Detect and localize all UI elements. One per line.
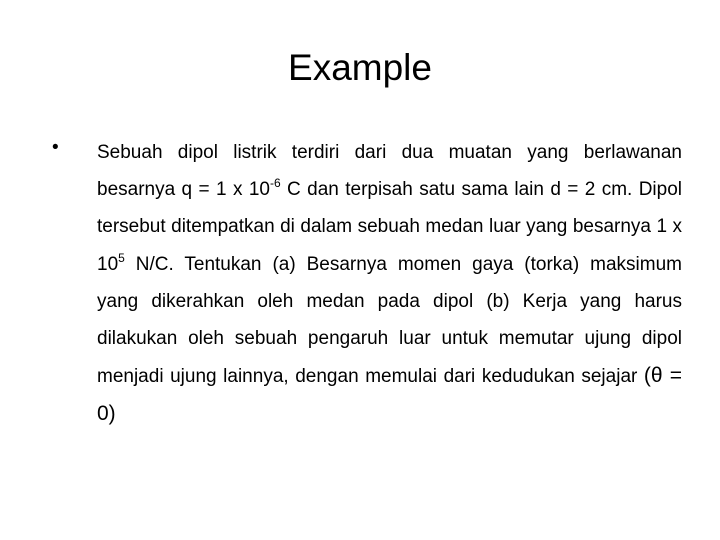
problem-text-part-3: N/C. Tentukan (a) Besarnya momen gaya (torka) maksimum yang dikerahkan oleh medan pada dipol (b) Kerja yang harus dilakukan oleh sebuah pengaruh luar untuk memutar ujung dipol menjadi ujung lainnya, dengan memulai dari kedudukan sejajar (97, 253, 682, 388)
problem-text-part-2: C dan terpisah satu sama lain d = 2 cm. Dipol tersebut ditempatkan di dalam sebuah medan luar yang besarnya 1 x 10 (97, 179, 682, 275)
exponent-charge: -6 (269, 176, 281, 191)
slide-title: Example (288, 47, 432, 88)
problem-text-part-1: Sebuah dipol listrik terdiri dari dua muatan yang berlawanan besarnya q = 1 x 10 (97, 142, 682, 201)
bullet-icon: • (52, 137, 59, 158)
theta-condition: (θ = 0) (97, 364, 682, 426)
exponent-field: 5 (118, 250, 125, 265)
problem-text (97, 134, 682, 434)
